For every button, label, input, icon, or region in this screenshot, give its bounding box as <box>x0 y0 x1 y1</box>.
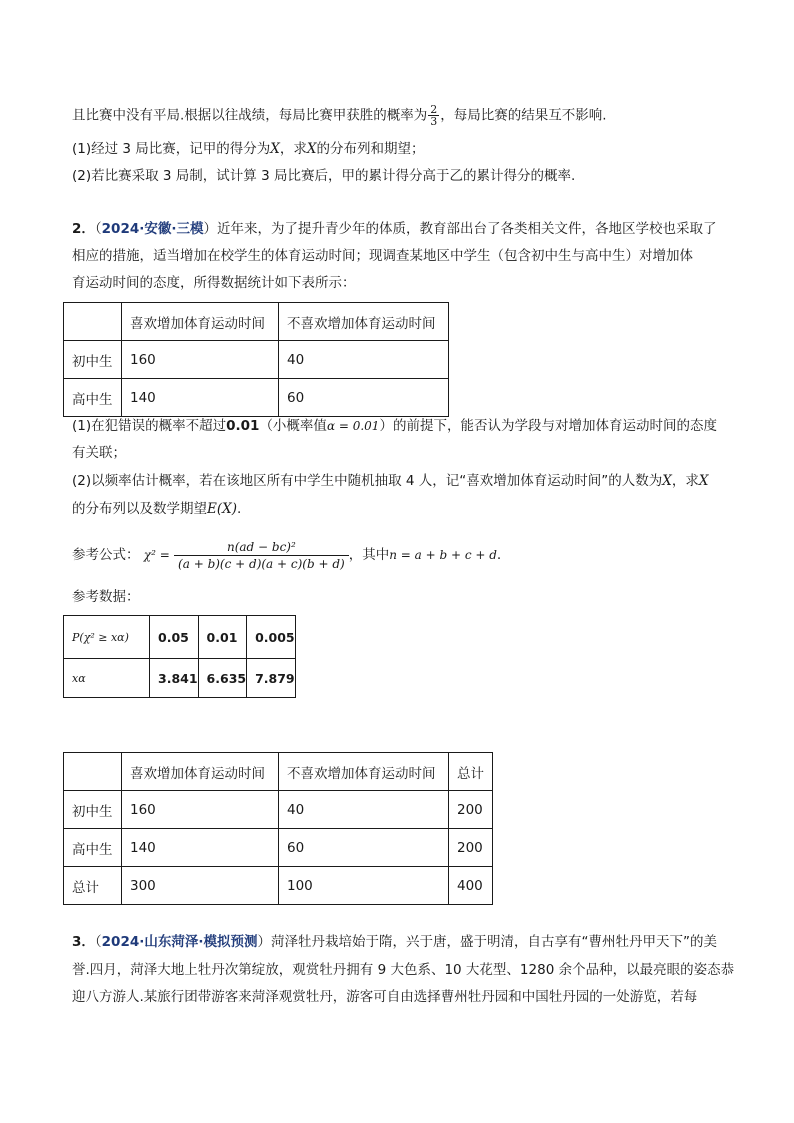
p1-question-2: (2)若比赛采取 3 局制，试计算 3 局比赛后，甲的累计得分高于乙的累计得分的概率. <box>72 168 576 184</box>
table-cell: 7.879 <box>247 659 296 698</box>
paren-open: （ <box>94 221 102 237</box>
chi-square-symbol: χ² = <box>143 548 170 562</box>
table-row <box>64 791 493 829</box>
formula-numerator: n(ad − bc)² <box>174 539 349 556</box>
table-cell: 40 <box>279 791 449 829</box>
table-cell: 0.05 <box>150 616 199 659</box>
formula-n-definition: n = a + b + c + d <box>389 548 497 562</box>
p1-line1-text: 且比赛中没有平局.根据以往战绩，每局比赛甲获胜的概率为 <box>72 107 428 124</box>
contingency-table <box>63 752 493 905</box>
p2-q2-line2-text: 的分布列以及数学期望 <box>72 501 207 517</box>
table-cell: 6.635 <box>198 659 247 698</box>
table-header-cell: 喜欢增加体育运动时间 <box>122 753 279 791</box>
p2-q2-text: (2)以频率估计概率，若在该地区所有中学生中随机抽取 4 人，记“喜欢增加体育运动时间”的人数为 <box>72 473 663 489</box>
fraction-two-thirds <box>428 104 439 127</box>
table-cell: 60 <box>279 379 449 417</box>
p3-line3: 迎八方游人.某旅行团带游客来菏泽观赏牡丹，游客可自由选择曹州牡丹园和中国牡丹园的一处游览，若每 <box>72 989 698 1005</box>
reference-data-label: 参考数据： <box>72 589 140 605</box>
var-x: X <box>270 141 280 157</box>
critical-value-table <box>63 615 296 698</box>
p3-line1 <box>72 932 717 952</box>
table-cell: 160 <box>122 341 279 379</box>
table-cell: 40 <box>279 341 449 379</box>
alpha-value: α = 0.01 <box>326 419 380 433</box>
p1-q1-text: (1)经过 3 局比赛，记甲的得分为 <box>72 141 271 157</box>
problem-number: 2． <box>72 221 95 237</box>
p2-q1-value: 0.01 <box>226 418 260 434</box>
period: . <box>237 501 242 517</box>
table-header-cell <box>64 753 122 791</box>
table-header-cell: 不喜欢增加体育运动时间 <box>279 753 449 791</box>
formula-label: 参考公式： <box>72 547 140 563</box>
table-cell: 3.841 <box>150 659 199 698</box>
problem-number: 3． <box>72 934 95 950</box>
table-cell: 160 <box>122 791 279 829</box>
p2-q1-text: (1)在犯错误的概率不超过 <box>72 418 227 434</box>
p1-q1-mid: ，求 <box>279 141 307 157</box>
table-header-row <box>64 753 493 791</box>
reference-formula <box>72 537 501 573</box>
var-x: X <box>698 473 709 489</box>
p2-line3: 育运动时间的态度，所得数据统计如下表所示： <box>72 275 356 291</box>
p2-question-1-line2: 有关联； <box>72 445 126 461</box>
attitude-table <box>63 302 449 417</box>
p3-line2: 誉.四月，菏泽大地上牡丹次第绽放，观赏牡丹拥有 9 大色系、10 大花型、1280 余个品种，以最亮眼的姿态恭 <box>72 962 735 978</box>
table-header-cell: 总计 <box>449 753 493 791</box>
table-cell: 140 <box>122 829 279 867</box>
table-row <box>64 341 449 379</box>
p2-line1-text: 近年来，为了提升青少年的体质，教育部出台了各类相关文件，各地区学校也采取了 <box>217 221 717 237</box>
var-x: X <box>306 141 317 157</box>
table-cell: 总计 <box>64 867 122 905</box>
p2-line2: 相应的措施，适当增加在校学生的体育运动时间；现调查某地区中学生（包含初中生与高中生）对增加体 <box>72 248 693 264</box>
paren-close: ） <box>203 221 217 237</box>
table-header-row <box>64 303 449 341</box>
p1-question-1 <box>72 139 425 159</box>
table-cell: P(χ² ≥ xα) <box>64 616 150 659</box>
table-cell: 300 <box>122 867 279 905</box>
p2-question-2 <box>72 471 709 491</box>
table-row <box>64 829 493 867</box>
table-cell: 60 <box>279 829 449 867</box>
table-cell: 100 <box>279 867 449 905</box>
p2-q1-text3: ）的前提下，能否认为学段与对增加体育运动时间的态度 <box>379 418 717 434</box>
table-cell: 初中生 <box>64 341 122 379</box>
table-cell: 高中生 <box>64 829 122 867</box>
table-cell: 0.005 <box>247 616 296 659</box>
problem-source: 2024·安徽·三模 <box>101 221 204 237</box>
p1-line1-tail: ，每局比赛的结果互不影响. <box>440 107 607 124</box>
p1-line1 <box>72 104 607 127</box>
p3-line1-text: 菏泽牡丹栽培始于隋，兴于唐，盛于明清，自古享有“曹州牡丹甲天下”的美 <box>271 934 717 950</box>
p2-question-2-line2 <box>72 499 241 519</box>
table-cell: xα <box>64 659 150 698</box>
table-row <box>64 867 493 905</box>
fraction-denominator: 3 <box>430 115 438 128</box>
table-cell: 400 <box>449 867 493 905</box>
paren-open: （ <box>94 934 102 950</box>
table-cell: 高中生 <box>64 379 122 417</box>
table-row <box>64 616 296 659</box>
table-cell: 0.01 <box>198 616 247 659</box>
table-cell: 200 <box>449 791 493 829</box>
p2-q2-mid: ，求 <box>671 473 699 489</box>
table-cell: 初中生 <box>64 791 122 829</box>
table-header-cell: 喜欢增加体育运动时间 <box>122 303 279 341</box>
table-header-cell <box>64 303 122 341</box>
p2-q1-text2: （小概率值 <box>259 418 327 434</box>
table-header-cell: 不喜欢增加体育运动时间 <box>279 303 449 341</box>
chi-square-fraction <box>174 539 349 572</box>
period: . <box>496 547 502 563</box>
formula-denominator: (a + b)(c + d)(a + c)(b + d) <box>178 556 345 571</box>
p1-q1-end: 的分布列和期望； <box>316 141 425 157</box>
table-row <box>64 659 296 698</box>
paren-close: ） <box>257 934 271 950</box>
fraction-numerator: 2 <box>430 103 438 116</box>
table-cell: 140 <box>122 379 279 417</box>
formula-tail: ，其中 <box>348 547 390 563</box>
p2-question-1 <box>72 416 717 436</box>
table-cell: 200 <box>449 829 493 867</box>
var-x: X <box>662 473 672 489</box>
problem-source: 2024·山东菏泽·模拟预测 <box>101 934 258 950</box>
table-row <box>64 379 449 417</box>
expectation-symbol: E(X) <box>207 501 237 517</box>
p2-line1 <box>72 219 717 239</box>
